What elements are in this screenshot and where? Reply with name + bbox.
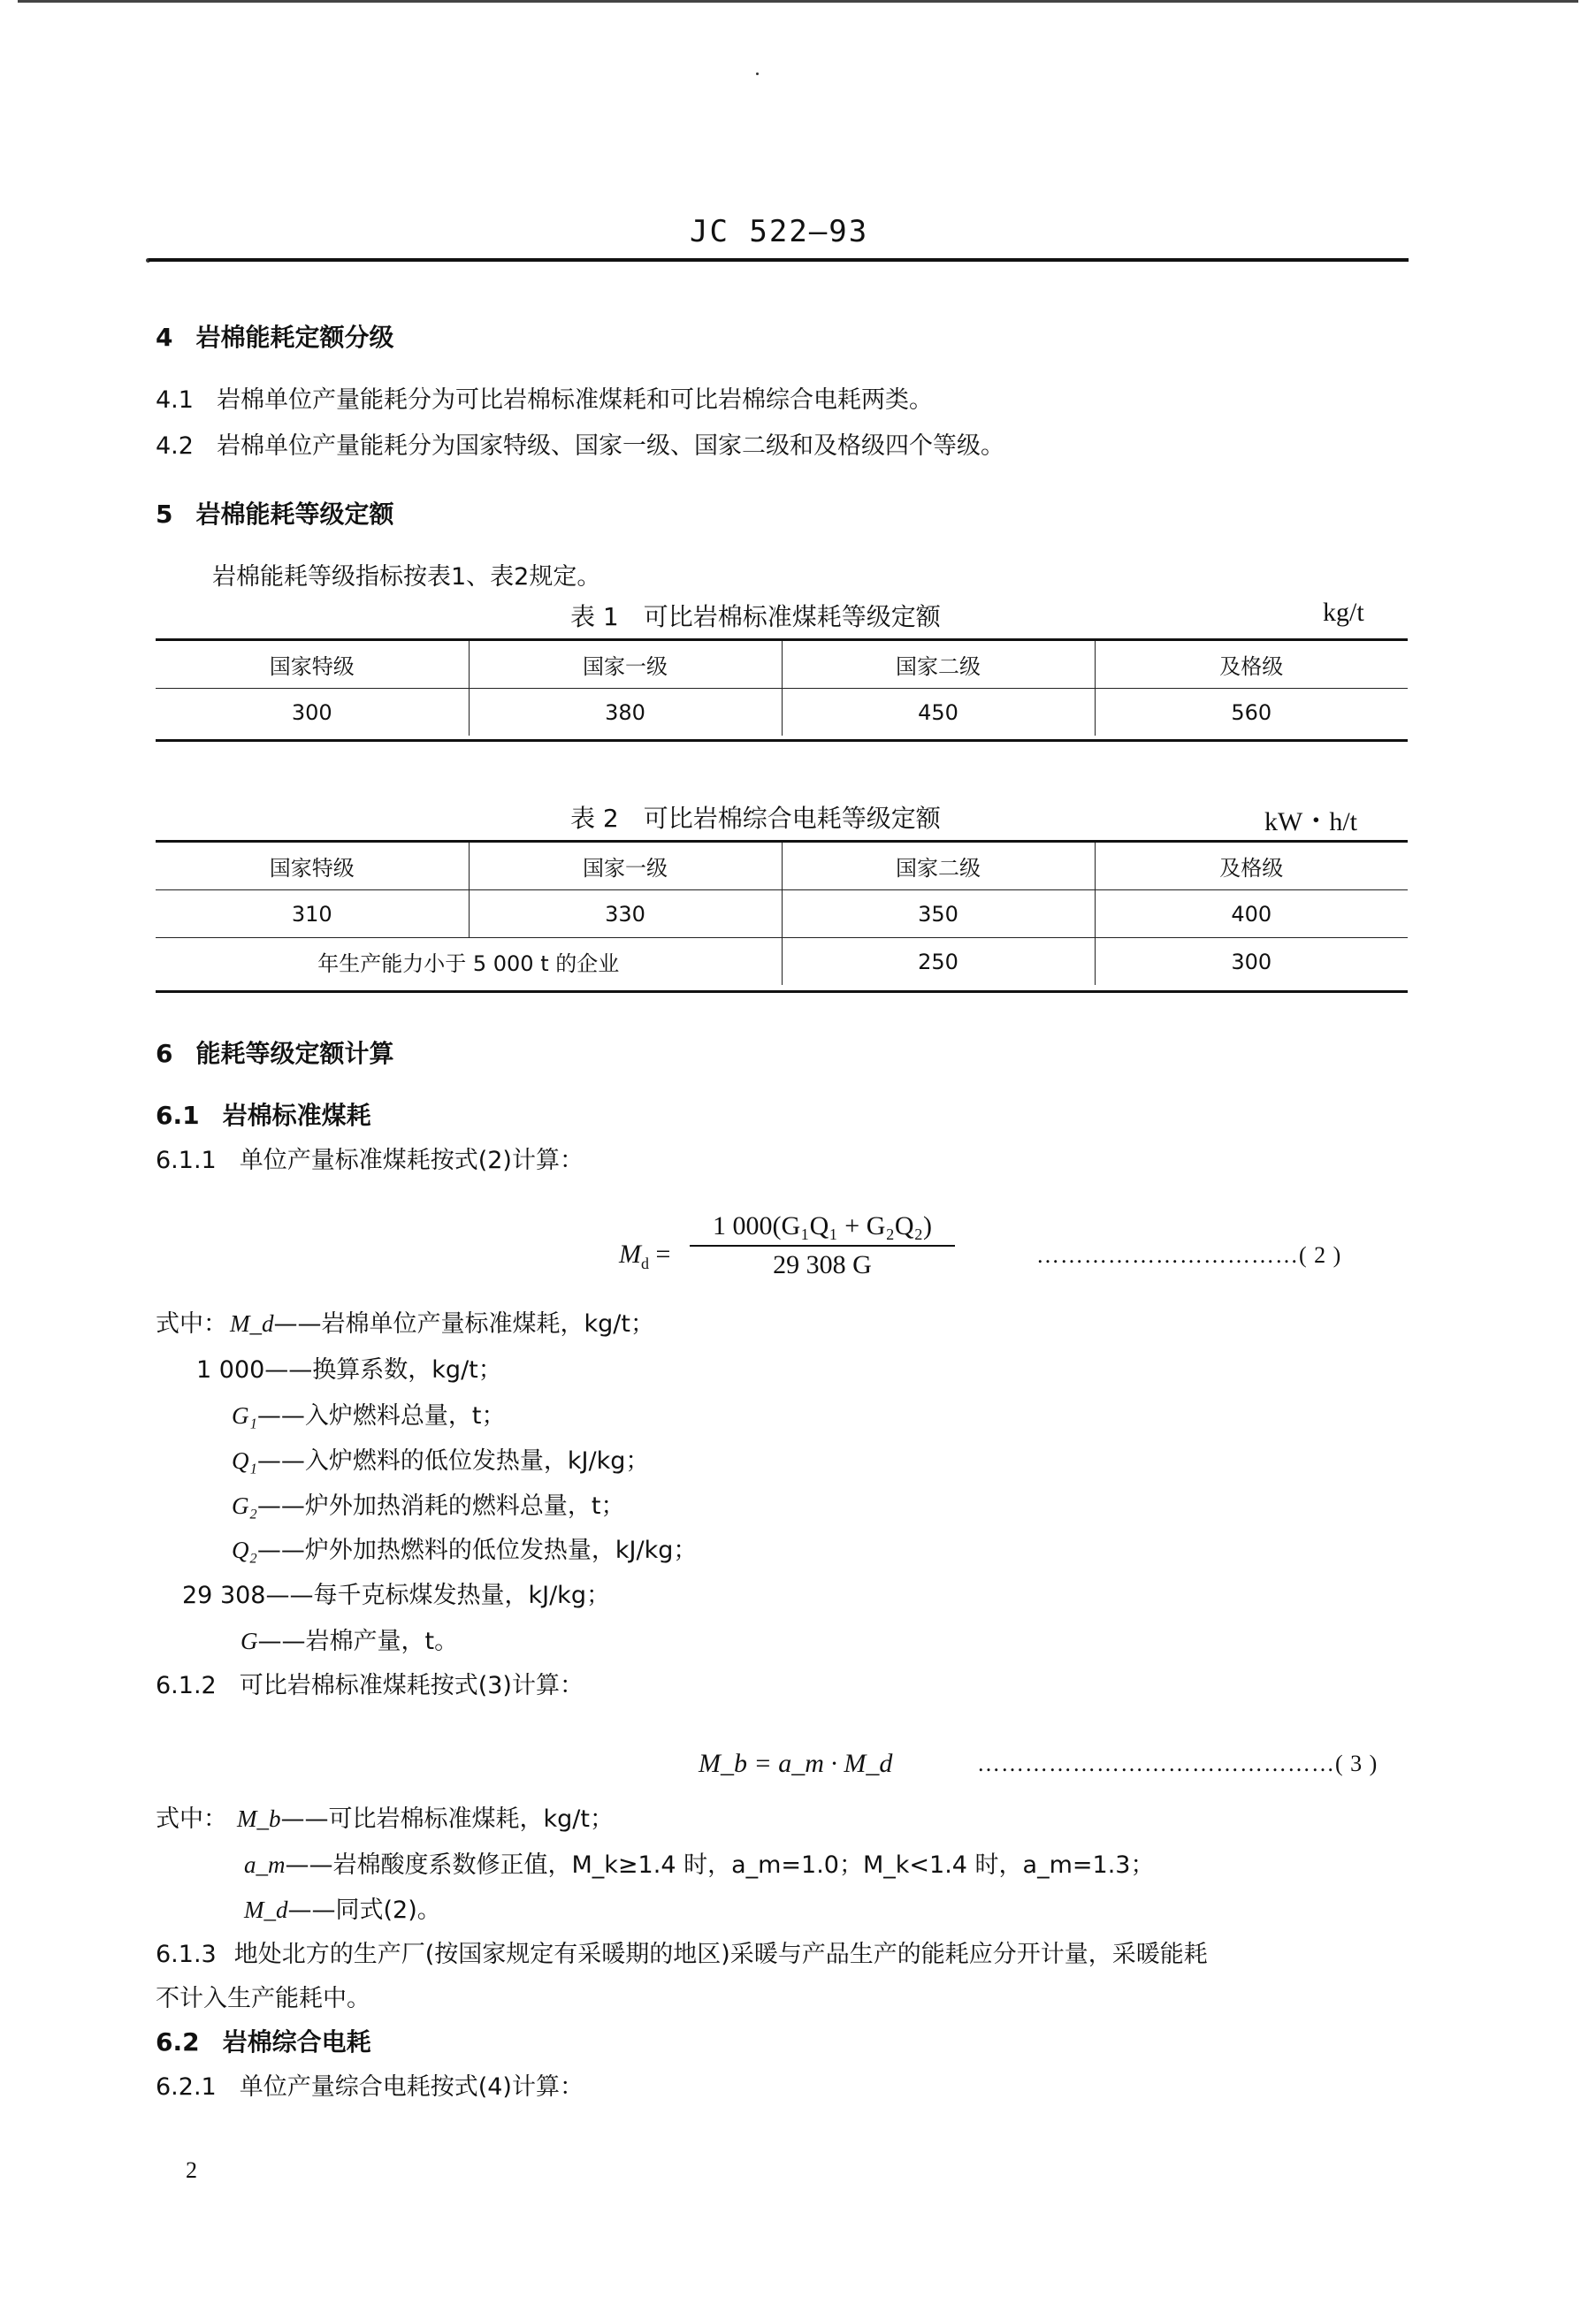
table-cell: 年生产能力小于 5 000 t 的企业 (156, 938, 782, 986)
table-header-cell: 及格级 (1219, 856, 1284, 881)
table-2 (156, 843, 1408, 985)
table-1 (156, 641, 1408, 736)
table-row (156, 641, 1408, 689)
top-border (18, 0, 1578, 3)
fraction-bar (690, 1245, 955, 1247)
table-cell: 300 (1231, 949, 1272, 974)
section-6-1-heading: 6.1 岩棉标准煤耗 (156, 1101, 371, 1130)
formula-2-tag: ( 2 ) (1299, 1242, 1342, 1268)
page-number: 2 (186, 2157, 197, 2183)
definition-item: M_b——可比岩棉标准煤耗，kg/t； (237, 1805, 614, 1833)
table-header-cell: 国家特级 (156, 843, 469, 890)
formula-3-leader: ………………………………………( 3 ) (977, 1751, 1378, 1776)
formula-3-tag: ( 3 ) (1335, 1751, 1378, 1776)
clause-6-1-1: 6.1.1 单位产量标准煤耗按式(2)计算： (156, 1147, 584, 1174)
clause-6-1-3-continued: 不计入生产能耗中。 (156, 1985, 370, 2012)
table-header-cell: 国家一级 (469, 641, 782, 689)
definition-item: 29 308——每千克标煤发热量，kJ/kg； (182, 1582, 610, 1609)
clause-6-1-2: 6.1.2 可比岩棉标准煤耗按式(3)计算： (156, 1672, 584, 1699)
scan-speck (756, 73, 759, 75)
section-6-2-heading: 6.2 岩棉综合电耗 (156, 2027, 371, 2057)
table-1-bottom-rule (156, 739, 1408, 742)
table-cell: 350 (782, 890, 1095, 938)
document-code: JC 522—93 (690, 214, 869, 249)
table-row (156, 843, 1408, 890)
definition-item: M_d——同式(2)。 (244, 1897, 441, 1924)
defs-3-lead: 式中： (156, 1805, 227, 1833)
section-number: 4 (156, 323, 173, 352)
table-cell: 450 (782, 689, 1095, 737)
definition-item: G₁——入炉燃料总量，t； (232, 1402, 506, 1430)
table-cell: 560 (1231, 699, 1272, 725)
table-cell: 250 (782, 938, 1095, 986)
table-2-unit: kW・h/t (1264, 807, 1357, 836)
section-4-heading (156, 318, 394, 354)
table-2-caption: 表 2 可比岩棉综合电耗等级定额 (570, 804, 941, 833)
table-row (156, 689, 1408, 737)
definition-item: G——岩棉产量，t。 (241, 1628, 459, 1655)
table-header-cell: 及格级 (1219, 654, 1284, 679)
formula-2-leader: ……………………………( 2 ) (1036, 1242, 1342, 1268)
table-1-caption: 表 1 可比岩棉标准煤耗等级定额 (570, 602, 941, 631)
section-title: 岩棉能耗定额分级 (195, 323, 394, 352)
formula-2-numerator: 1 000(G₁Q₁ + G₂Q₂) (713, 1211, 932, 1240)
table-1-unit: kg/t (1323, 598, 1364, 627)
table-cell: 300 (156, 689, 469, 737)
table-cell: 400 (1231, 901, 1272, 927)
table-2-bottom-rule (156, 990, 1408, 993)
defs-2-lead: 式中： (156, 1310, 227, 1338)
formula-2-lhs: $M_d$ = (619, 1240, 671, 1272)
definition-item: M_d——岩棉单位产量标准煤耗，kg/t； (230, 1310, 654, 1338)
table-header-cell: 国家二级 (782, 641, 1095, 689)
table-cell: 380 (469, 689, 782, 737)
table-header-cell: 国家一级 (469, 843, 782, 890)
definition-item: Q₂——炉外加热燃料的低位发热量，kJ/kg； (232, 1537, 698, 1564)
clause-6-1-3: 6.1.3 地处北方的生产厂(按国家规定有采暖期的地区)采暖与产品生产的能耗应分开计量，采暖能耗 (156, 1941, 1208, 1968)
clause-4-1: 4.1 岩棉单位产量能耗分为可比岩棉标准煤耗和可比岩棉综合电耗两类。 (156, 386, 933, 414)
table-header-cell: 国家特级 (156, 641, 469, 689)
table-cell: 330 (469, 890, 782, 938)
clause-4-2: 4.2 岩棉单位产量能耗分为国家特级、国家一级、国家二级和及格级四个等级。 (156, 432, 1004, 460)
definition-item: a_m——岩棉酸度系数修正值，M_k≥1.4 时，a_m=1.0；M_k<1.4 时，a_m=1.3； (244, 1851, 1155, 1879)
table-header-cell: 国家二级 (782, 843, 1095, 890)
header-rule (149, 258, 1409, 262)
table-cell: 310 (156, 890, 469, 938)
definition-item: G₂——炉外加热消耗的燃料总量，t； (232, 1492, 625, 1520)
formula-2-denominator: 29 308 G (773, 1250, 872, 1279)
table-row (156, 890, 1408, 938)
section-5-intro: 岩棉能耗等级指标按表1、表2规定。 (212, 563, 601, 591)
table-row (156, 938, 1408, 986)
formula-2-fraction (690, 1211, 955, 1280)
clause-6-2-1: 6.2.1 单位产量综合电耗按式(4)计算： (156, 2073, 584, 2101)
definition-item: 1 000——换算系数，kg/t； (196, 1356, 502, 1384)
formula-3-expression: M_b = a_m · M_d (699, 1749, 893, 1778)
section-6-heading: 6 能耗等级定额计算 (156, 1039, 394, 1068)
definition-item: Q₁——入炉燃料的低位发热量，kJ/kg； (232, 1447, 650, 1475)
section-5-heading: 5 岩棉能耗等级定额 (156, 500, 394, 529)
